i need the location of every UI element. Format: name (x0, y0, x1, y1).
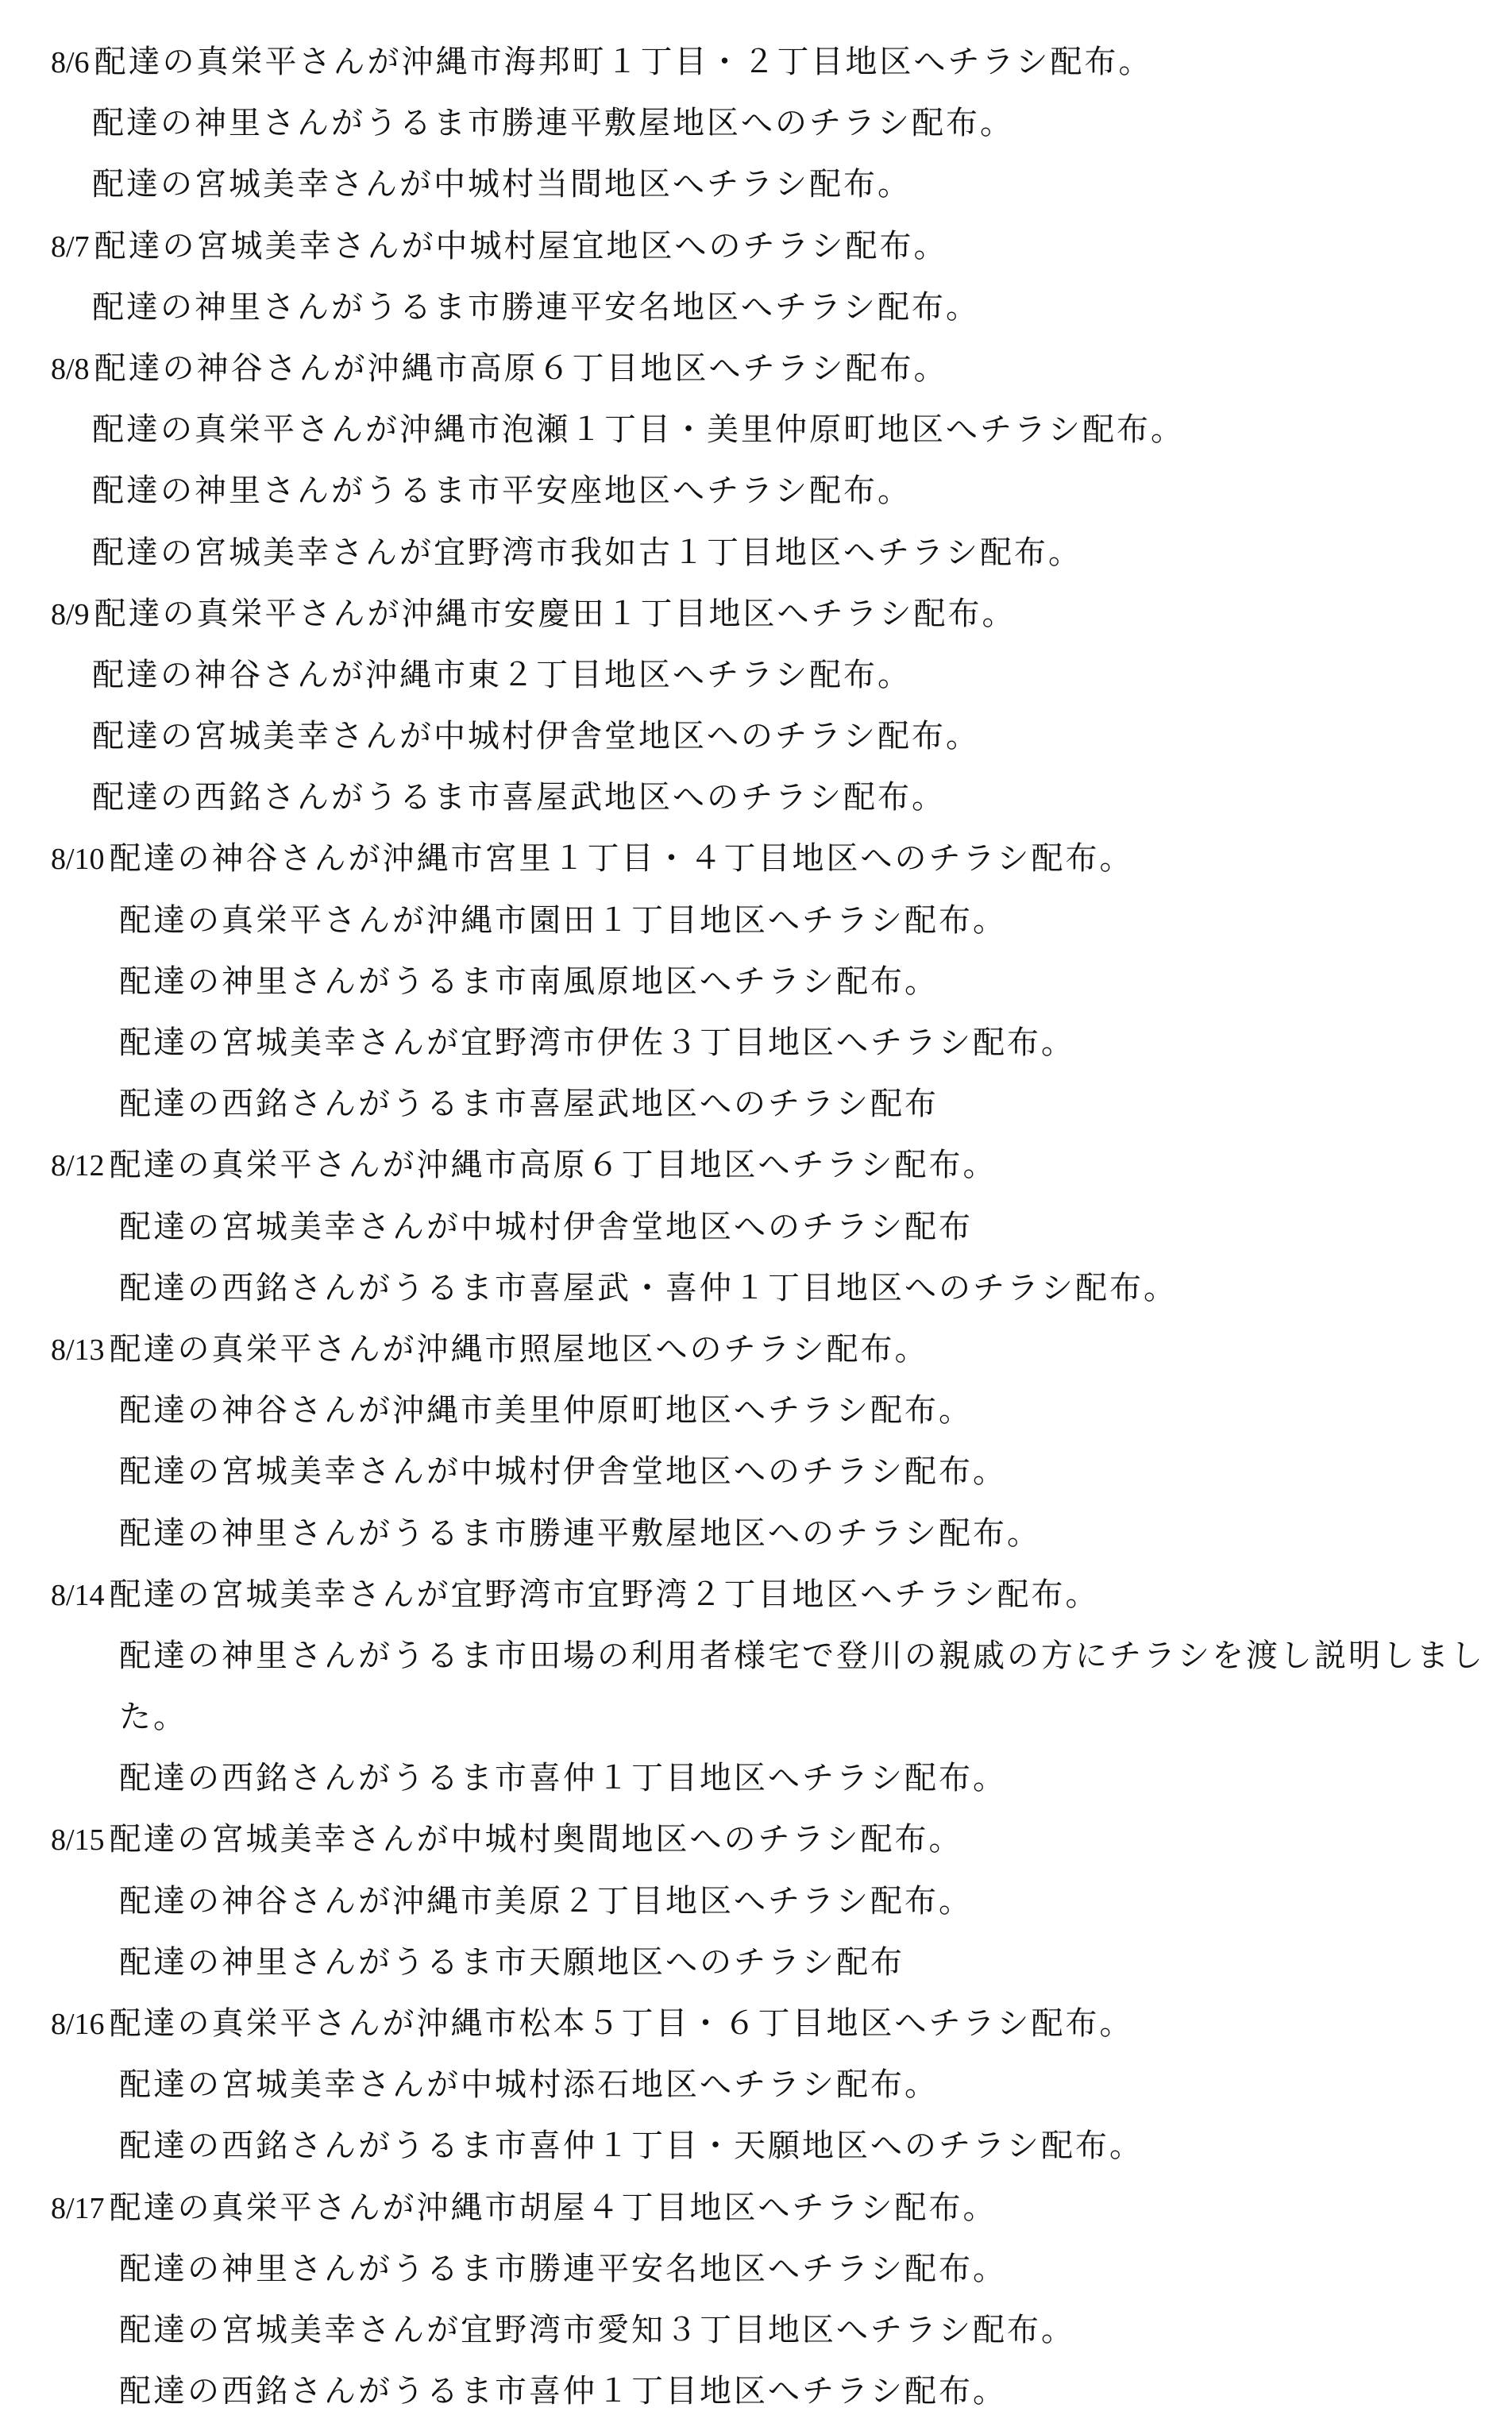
entry-text: 配達の宮城美幸さんが中城村伊舎堂地区へのチラシ配布 (119, 1208, 973, 1245)
entry-text: 配達の西銘さんがうるま市喜仲１丁目地区へチラシ配布。 (119, 2373, 1007, 2410)
entry-text: 配達の真栄平さんが沖縄市松本５丁目・６丁目地区へチラシ配布。 (109, 2005, 1134, 2043)
log-entry-8-13 (51, 1319, 1496, 1565)
log-line (51, 1258, 1496, 1319)
log-line (51, 1871, 1496, 1932)
log-line (51, 2055, 1496, 2116)
entry-date: 8/10 (51, 843, 105, 877)
entry-text: 配達の真栄平さんが沖縄市胡屋４丁目地区へチラシ配布。 (109, 2189, 997, 2226)
entry-text: 配達の神谷さんが沖縄市宮里１丁目・４丁目地区へのチラシ配布。 (109, 840, 1134, 878)
log-line (51, 1013, 1496, 1074)
entry-date: 8/9 (51, 597, 90, 631)
log-line (51, 890, 1496, 951)
log-line (51, 1503, 1496, 1565)
delivery-log (51, 32, 1496, 2422)
entry-text: 配達の神里さんがうるま市勝連平安名地区へチラシ配布。 (119, 2250, 1007, 2287)
log-line (51, 2300, 1496, 2361)
log-line (51, 32, 1496, 93)
entry-text: 配達の神里さんがうるま市南風原地区へチラシ配布。 (119, 963, 939, 1000)
entry-text: 配達の宮城美幸さんが宜野湾市宜野湾２丁目地区へチラシ配布。 (109, 1576, 1100, 1613)
entry-date: 8/14 (51, 1578, 105, 1612)
entry-date: 8/6 (51, 46, 90, 79)
entry-text: 配達の宮城美幸さんが中城村添石地区へチラシ配布。 (119, 2066, 939, 2104)
entry-text: 配達の西銘さんがうるま市喜屋武・喜仲１丁目地区へのチラシ配布。 (119, 1269, 1178, 1306)
entry-text: 配達の神里さんがうるま市平安座地区へチラシ配布。 (92, 473, 912, 510)
log-entry-8-10 (51, 828, 1496, 1135)
entry-date: 8/13 (51, 1333, 105, 1367)
log-line (51, 461, 1496, 522)
entry-text: 配達の宮城美幸さんが中城村屋宜地区へのチラシ配布。 (94, 227, 948, 264)
entry-text: 配達の真栄平さんが沖縄市泡瀬１丁目・美里仲原町地区へチラシ配布。 (92, 411, 1185, 449)
entry-text: 配達の西銘さんがうるま市喜仲１丁目・天願地区へのチラシ配布。 (119, 2128, 1144, 2165)
log-line (51, 2239, 1496, 2300)
log-line (51, 523, 1496, 584)
log-entry-8-9 (51, 584, 1496, 829)
entry-text: 配達の神谷さんが沖縄市美原２丁目地区へチラシ配布。 (119, 1882, 973, 1919)
entry-text: 配達の宮城美幸さんが中城村奥間地区へのチラシ配布。 (109, 1821, 963, 1858)
log-line (51, 1565, 1496, 1626)
log-entry-8-15 (51, 1809, 1496, 1993)
log-entry-8-12 (51, 1135, 1496, 1319)
entry-text: 配達の神里さんがうるま市勝連平敷屋地区へのチラシ配布。 (119, 1514, 1041, 1552)
entry-text: 配達の宮城美幸さんが宜野湾市我如古１丁目地区へチラシ配布。 (92, 534, 1082, 571)
entry-date: 8/12 (51, 1149, 105, 1183)
entry-date: 8/17 (51, 2191, 105, 2225)
log-line (51, 2116, 1496, 2177)
log-line (51, 645, 1496, 706)
log-line (51, 1748, 1496, 1809)
log-entry-8-7 (51, 216, 1496, 338)
entry-text: 配達の宮城美幸さんが中城村伊舎堂地区へのチラシ配布。 (92, 718, 980, 755)
entry-text: 配達の真栄平さんが沖縄市高原６丁目地区へチラシ配布。 (109, 1147, 997, 1184)
log-line (51, 584, 1496, 645)
log-line (51, 951, 1496, 1013)
entry-text: 配達の宮城美幸さんが宜野湾市伊佐３丁目地区へチラシ配布。 (119, 1024, 1075, 1061)
entry-text: 配達の真栄平さんが沖縄市安慶田１丁目地区へチラシ配布。 (94, 595, 1016, 632)
log-line (51, 277, 1496, 338)
log-line (51, 1441, 1496, 1503)
log-line (51, 1993, 1496, 2055)
log-line (51, 1074, 1496, 1135)
entry-text: 配達の神谷さんが沖縄市東２丁目地区へチラシ配布。 (92, 656, 912, 693)
log-line (51, 767, 1496, 828)
entry-text: 配達の神谷さんが沖縄市美里仲原町地区へチラシ配布。 (119, 1392, 973, 1429)
entry-text: 配達の宮城美幸さんが中城村当間地区へチラシ配布。 (92, 166, 912, 203)
log-line (51, 1197, 1496, 1258)
log-line (51, 1626, 1512, 1748)
log-entry-8-16 (51, 1993, 1496, 2178)
log-line (51, 706, 1496, 767)
log-entry-8-17 (51, 2178, 1496, 2423)
entry-text: 配達の神里さんがうるま市田場の利用者様宅で登川の親戚の方にチラシを渡し説明しました。 (119, 1637, 1485, 1736)
entry-date: 8/7 (51, 230, 90, 264)
entry-text: 配達の神里さんがうるま市天願地区へのチラシ配布 (119, 1943, 904, 1981)
entry-text: 配達の真栄平さんが沖縄市照屋地区へのチラシ配布。 (109, 1330, 929, 1368)
entry-text: 配達の神谷さんが沖縄市高原６丁目地区へチラシ配布。 (94, 349, 948, 387)
entry-text: 配達の西銘さんがうるま市喜屋武地区へのチラシ配布。 (92, 779, 946, 816)
entry-text: 配達の神里さんがうるま市勝連平敷屋地区へのチラシ配布。 (92, 105, 1014, 142)
log-line (51, 2361, 1496, 2422)
entry-text: 配達の真栄平さんが沖縄市海邦町１丁目・２丁目地区へチラシ配布。 (94, 44, 1153, 80)
entry-text: 配達の神里さんがうるま市勝連平安名地区へチラシ配布。 (92, 288, 980, 326)
log-line (51, 399, 1496, 461)
log-line (51, 154, 1496, 215)
entry-text: 配達の西銘さんがうるま市喜仲１丁目地区へチラシ配布。 (119, 1760, 1007, 1797)
entry-text: 配達の宮城美幸さんが宜野湾市愛知３丁目地区へチラシ配布。 (119, 2311, 1075, 2348)
log-line (51, 1135, 1496, 1196)
log-line (51, 1809, 1496, 1870)
entry-date: 8/15 (51, 1823, 105, 1858)
log-entry-8-6 (51, 32, 1496, 216)
log-line (51, 216, 1496, 277)
entry-text: 配達の真栄平さんが沖縄市園田１丁目地区へチラシ配布。 (119, 901, 1007, 939)
log-line (51, 2178, 1496, 2239)
log-line (51, 1380, 1496, 1441)
log-entry-8-8 (51, 338, 1496, 584)
entry-text: 配達の宮城美幸さんが中城村伊舎堂地区へのチラシ配布。 (119, 1453, 1007, 1491)
log-entry-8-14 (51, 1565, 1496, 1810)
entry-text: 配達の西銘さんがうるま市喜屋武地区へのチラシ配布 (119, 1086, 939, 1123)
log-line (51, 828, 1496, 889)
entry-date: 8/8 (51, 352, 90, 386)
log-line (51, 93, 1496, 154)
log-line (51, 1932, 1496, 1993)
log-line (51, 1319, 1496, 1380)
log-line (51, 338, 1496, 399)
entry-date: 8/16 (51, 2008, 105, 2042)
